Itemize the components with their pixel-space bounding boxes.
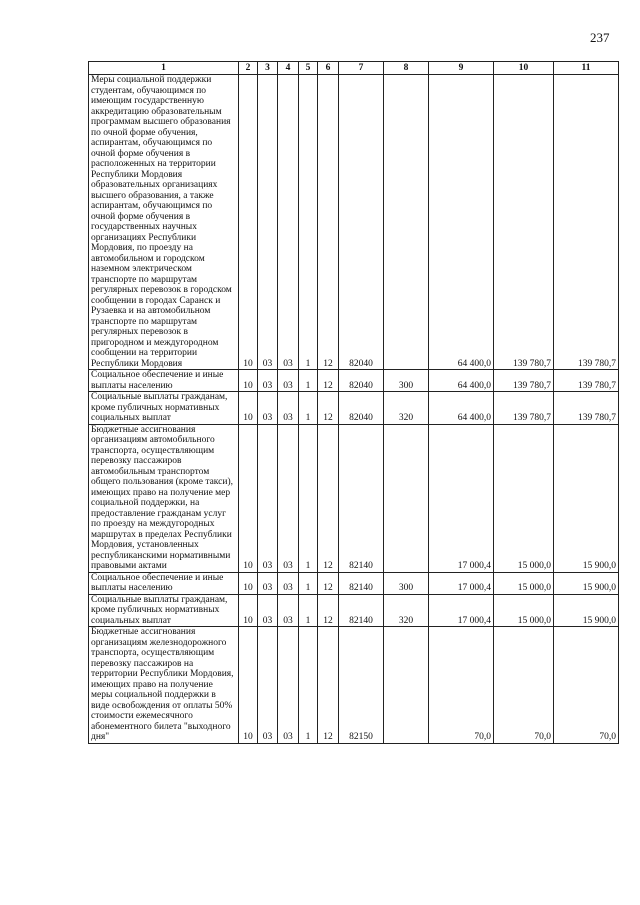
- column-header: 5: [299, 62, 318, 75]
- column-header: 6: [318, 62, 339, 75]
- column-header: 2: [239, 62, 258, 75]
- cell-col-9: 64 400,0: [429, 392, 494, 425]
- cell-col-10: 15 000,0: [494, 594, 554, 627]
- table-row: [89, 75, 619, 370]
- cell-col-7: 82040: [339, 392, 384, 425]
- page-number: 237: [590, 30, 610, 45]
- cell-col-2: 10: [239, 424, 258, 572]
- cell-col-6: 12: [318, 370, 339, 392]
- cell-col-4: 03: [278, 370, 299, 392]
- cell-col-7: 82040: [339, 370, 384, 392]
- row-description: Социальные выплаты гражданам, кроме публичных нормативных социальных выплат: [89, 594, 239, 627]
- cell-col-4: 03: [278, 392, 299, 425]
- cell-col-10: 15 000,0: [494, 424, 554, 572]
- cell-col-7: 82150: [339, 627, 384, 744]
- cell-col-3: 03: [258, 392, 278, 425]
- cell-col-6: 12: [318, 392, 339, 425]
- row-description: Социальное обеспечение и иные выплаты населению: [89, 572, 239, 594]
- table-row: [89, 627, 619, 744]
- cell-col-7: 82140: [339, 424, 384, 572]
- cell-col-2: 10: [239, 75, 258, 370]
- column-header: 3: [258, 62, 278, 75]
- cell-col-5: 1: [299, 572, 318, 594]
- cell-col-8: 300: [384, 572, 429, 594]
- cell-col-8: [384, 627, 429, 744]
- cell-col-3: 03: [258, 594, 278, 627]
- cell-col-11: 139 780,7: [554, 75, 619, 370]
- cell-col-3: 03: [258, 424, 278, 572]
- cell-col-10: 139 780,7: [494, 392, 554, 425]
- cell-col-8: [384, 75, 429, 370]
- cell-col-6: 12: [318, 424, 339, 572]
- cell-col-4: 03: [278, 572, 299, 594]
- cell-col-2: 10: [239, 627, 258, 744]
- table-row: [89, 594, 619, 627]
- table-row: [89, 392, 619, 425]
- cell-col-7: 82040: [339, 75, 384, 370]
- column-header: 10: [494, 62, 554, 75]
- cell-col-4: 03: [278, 594, 299, 627]
- cell-col-10: 15 000,0: [494, 572, 554, 594]
- row-description: Социальное обеспечение и иные выплаты населению: [89, 370, 239, 392]
- cell-col-6: 12: [318, 594, 339, 627]
- cell-col-8: [384, 424, 429, 572]
- cell-col-8: 300: [384, 370, 429, 392]
- cell-col-9: 70,0: [429, 627, 494, 744]
- cell-col-10: 139 780,7: [494, 370, 554, 392]
- cell-col-2: 10: [239, 370, 258, 392]
- cell-col-4: 03: [278, 75, 299, 370]
- cell-col-5: 1: [299, 594, 318, 627]
- header-row: [89, 62, 619, 75]
- column-header: 8: [384, 62, 429, 75]
- column-header: 4: [278, 62, 299, 75]
- cell-col-11: 139 780,7: [554, 370, 619, 392]
- cell-col-3: 03: [258, 370, 278, 392]
- cell-col-3: 03: [258, 572, 278, 594]
- cell-col-11: 15 900,0: [554, 594, 619, 627]
- cell-col-3: 03: [258, 75, 278, 370]
- column-header: 1: [89, 62, 239, 75]
- row-description: Меры социальной поддержки студентам, обучающимся по имеющим государственную аккредитацию образовательным программам высшего образования по очной форме обучения, аспирантам, обучающимся по очной форме обучения в расположенных на территории Республики Мордовия образовательных организациях высшего образования, а также аспирантам, обучающимся по очной форме обучения в государственных научных организациях Республики Мордовия, по проезду на автомобильном и городском наземном электрическом транспорте по маршрутам регулярных перевозок в городском сообщении в городах Саранск и Рузаевка и на автомобильном транспорте по маршрутам регулярных перевозок в пригородном и междугородном сообщении на территории Республики Мордовия: [89, 75, 239, 370]
- cell-col-3: 03: [258, 627, 278, 744]
- cell-col-2: 10: [239, 594, 258, 627]
- row-description: Бюджетные ассигнования организациям железнодорожного транспорта, осуществляющим перевозку пассажиров на территории Республики Мордовия, имеющих право на получение меры социальной поддержки в виде освобождения от оплаты 50% стоимости ежемесячного абонементного билета "выходного дня": [89, 627, 239, 744]
- budget-table: [88, 61, 619, 744]
- cell-col-5: 1: [299, 370, 318, 392]
- cell-col-11: 70,0: [554, 627, 619, 744]
- cell-col-9: 17 000,4: [429, 572, 494, 594]
- cell-col-11: 15 900,0: [554, 572, 619, 594]
- cell-col-2: 10: [239, 392, 258, 425]
- cell-col-10: 139 780,7: [494, 75, 554, 370]
- table-row: [89, 370, 619, 392]
- table-row: [89, 572, 619, 594]
- row-description: Бюджетные ассигнования организациям автомобильного транспорта, осуществляющим перевозку пассажиров автомобильным транспортом общего пользования (кроме такси), имеющих право на получение мер социальной поддержки, на предоставление гражданам услуг по проезду на междугородных маршрутах в пределах Республики Мордовия, установленных республиканскими нормативными правовыми актами: [89, 424, 239, 572]
- cell-col-7: 82140: [339, 572, 384, 594]
- cell-col-5: 1: [299, 424, 318, 572]
- cell-col-10: 70,0: [494, 627, 554, 744]
- cell-col-6: 12: [318, 627, 339, 744]
- cell-col-11: 15 900,0: [554, 424, 619, 572]
- cell-col-7: 82140: [339, 594, 384, 627]
- column-header: 11: [554, 62, 619, 75]
- cell-col-6: 12: [318, 572, 339, 594]
- cell-col-9: 17 000,4: [429, 594, 494, 627]
- cell-col-2: 10: [239, 572, 258, 594]
- cell-col-4: 03: [278, 424, 299, 572]
- cell-col-5: 1: [299, 75, 318, 370]
- column-header: 9: [429, 62, 494, 75]
- cell-col-8: 320: [384, 392, 429, 425]
- cell-col-5: 1: [299, 627, 318, 744]
- cell-col-11: 139 780,7: [554, 392, 619, 425]
- row-description: Социальные выплаты гражданам, кроме публичных нормативных социальных выплат: [89, 392, 239, 425]
- cell-col-8: 320: [384, 594, 429, 627]
- table-row: [89, 424, 619, 572]
- cell-col-9: 64 400,0: [429, 75, 494, 370]
- column-header: 7: [339, 62, 384, 75]
- cell-col-5: 1: [299, 392, 318, 425]
- cell-col-9: 17 000,4: [429, 424, 494, 572]
- cell-col-9: 64 400,0: [429, 370, 494, 392]
- cell-col-6: 12: [318, 75, 339, 370]
- cell-col-4: 03: [278, 627, 299, 744]
